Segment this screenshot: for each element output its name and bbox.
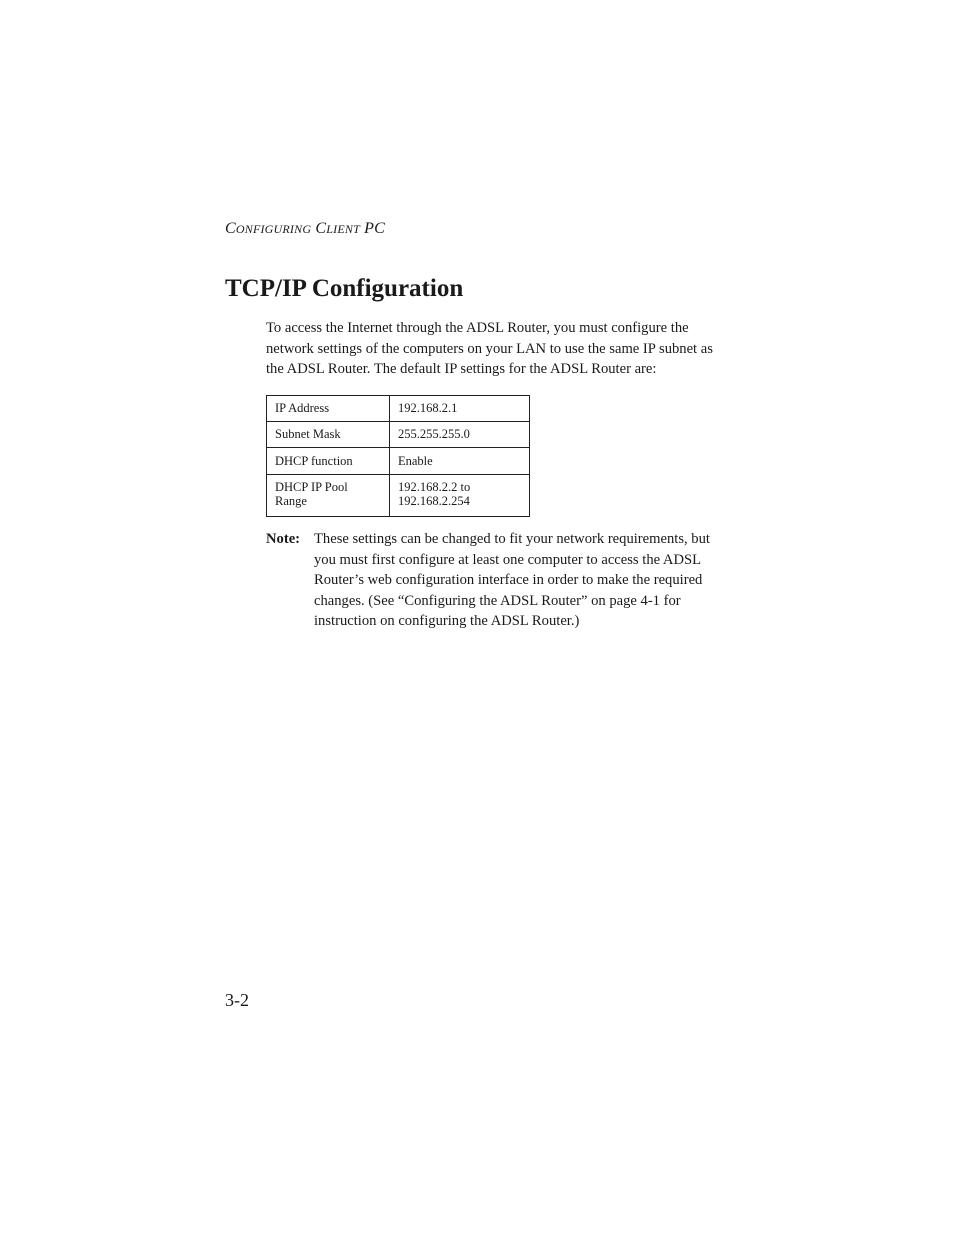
setting-value: Enable bbox=[390, 448, 530, 475]
table-row bbox=[267, 448, 530, 475]
running-header bbox=[225, 220, 385, 238]
setting-key: DHCP function bbox=[267, 448, 390, 475]
table-row bbox=[267, 475, 530, 517]
ip-settings-table bbox=[266, 395, 530, 517]
header-cap-2: C bbox=[315, 220, 327, 237]
page-number: 3-2 bbox=[225, 990, 249, 1010]
note-label: Note: bbox=[266, 531, 301, 547]
header-smallcaps-1: ONFIGURING bbox=[235, 222, 312, 236]
setting-key: Subnet Mask bbox=[267, 422, 390, 448]
header-end: PC bbox=[364, 220, 386, 237]
header-smallcaps-2: LIENT bbox=[326, 222, 360, 236]
note-text: These settings can be changed to fit your network requirements, but you must first configure at least one computer to access the ADSL Router’s web configuration interface in order to make the required changes. (See “Configuring the ADSL Router” on page 4-1 for instruction on configuring the ADSL Router.) bbox=[314, 531, 710, 629]
setting-key: IP Address bbox=[267, 396, 390, 422]
header-cap-1: C bbox=[225, 220, 236, 237]
section-title: TCP/IP Configuration bbox=[225, 275, 464, 302]
table-row bbox=[267, 422, 530, 448]
note-block bbox=[266, 529, 716, 632]
setting-value-line-2: 192.168.2.254 bbox=[398, 494, 470, 508]
setting-value: 192.168.2.1 bbox=[390, 396, 530, 422]
intro-paragraph: To access the Internet through the ADSL Router, you must configure the network settings of the computers on your LAN to use the same IP subnet as the ADSL Router. The default IP settings for the ADSL Router are: bbox=[266, 320, 713, 377]
table-row bbox=[267, 396, 530, 422]
setting-value-line-1: 192.168.2.2 to bbox=[398, 480, 471, 494]
setting-key: DHCP IP Pool Range bbox=[267, 475, 390, 517]
setting-value bbox=[390, 475, 530, 517]
setting-value: 255.255.255.0 bbox=[390, 422, 530, 448]
